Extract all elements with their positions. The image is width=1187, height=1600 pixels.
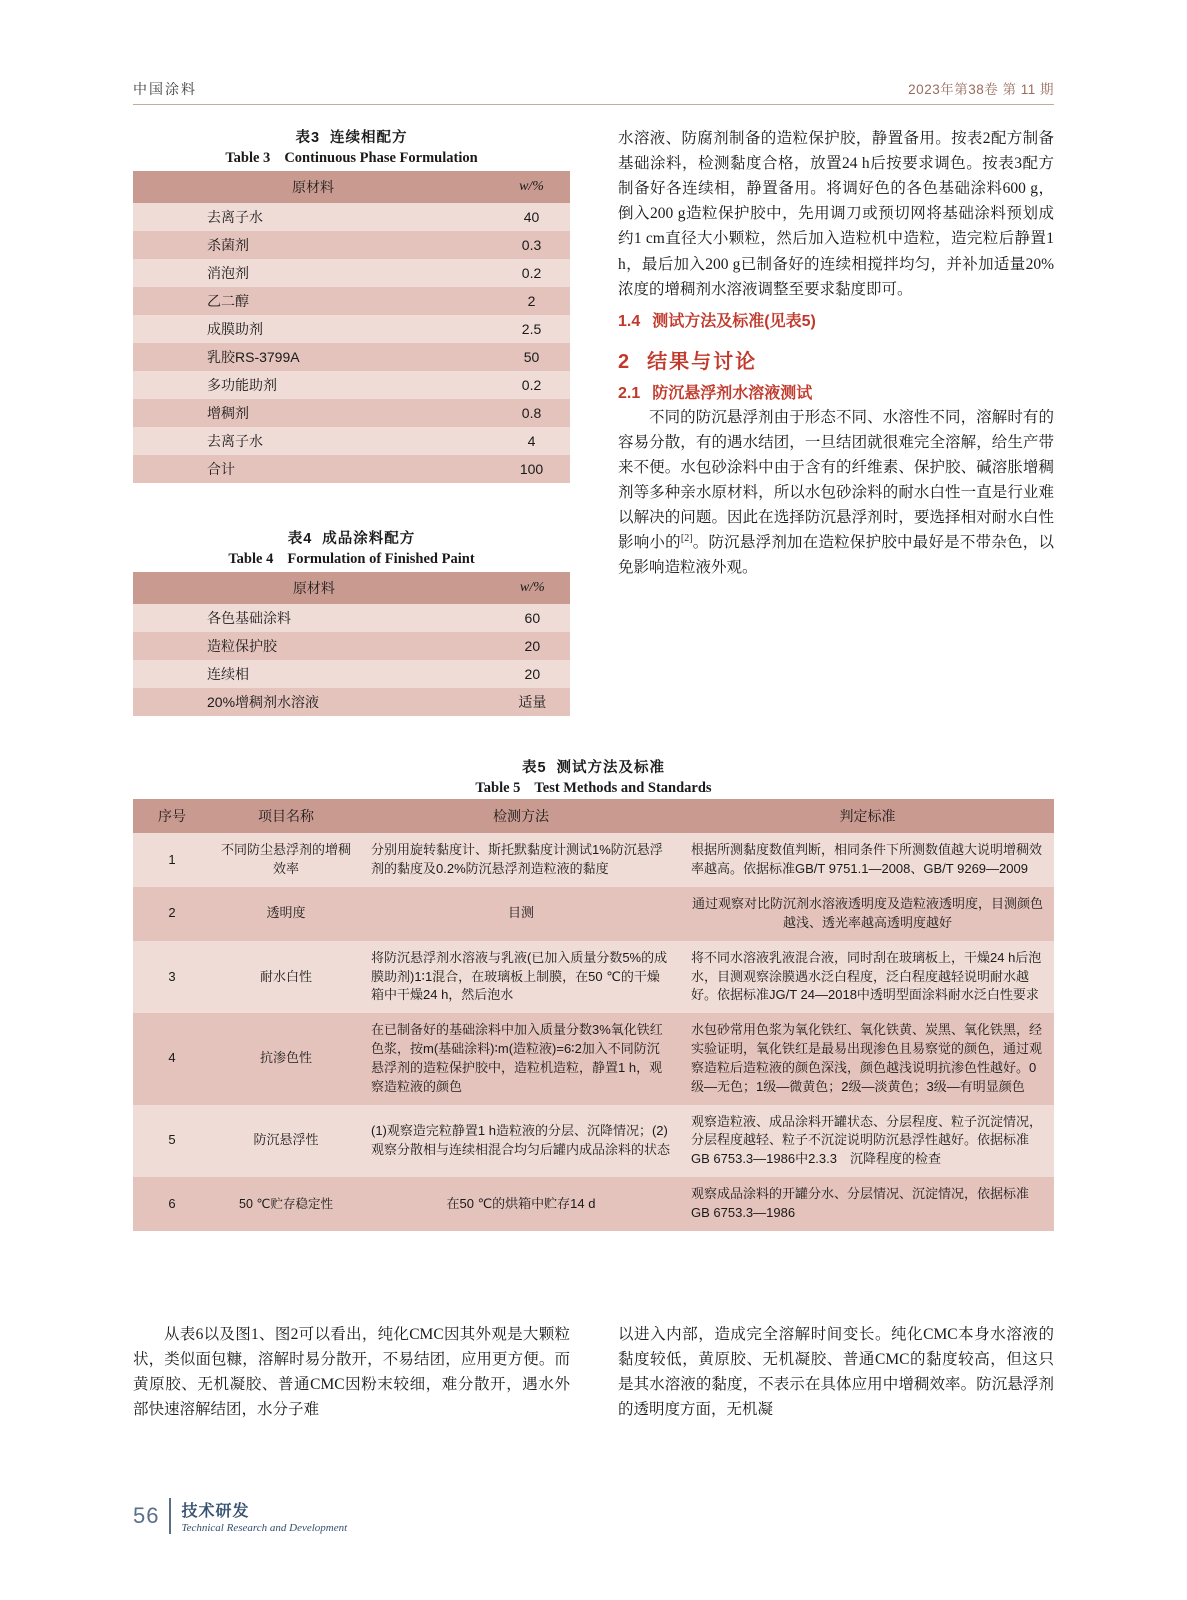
table3-caption — [133, 126, 570, 167]
table-row — [133, 1105, 1054, 1178]
table4-caption-cn-num: 表4 — [287, 531, 313, 547]
cell-material: 去离子水 — [133, 203, 493, 231]
left-column — [133, 126, 570, 716]
issue-info: 2023年第38卷 第 11 期 — [908, 82, 1054, 97]
table-row — [133, 604, 570, 632]
cell-material: 乙二醇 — [133, 287, 493, 315]
section-heading-2-1 — [618, 380, 1054, 403]
page-header — [133, 78, 1054, 99]
table5-caption-en-text: Test Methods and Standards — [534, 780, 712, 796]
table-row — [133, 632, 570, 660]
bottom-left-column — [133, 1322, 570, 1422]
cell-method: 分别用旋转黏度计、斯托默黏度计测试1%防沉悬浮剂的黏度及0.2%防沉悬浮剂造粒液的黏度 — [361, 833, 681, 887]
cell-material: 杀菌剂 — [133, 231, 493, 259]
cell-material: 造粒保护胶 — [133, 632, 495, 660]
journal-name: 中国涂料 — [133, 81, 197, 97]
table-row — [133, 315, 570, 343]
section-title-2-1: 防沉悬浮剂水溶液测试 — [652, 384, 813, 402]
bottom-right-column — [618, 1322, 1054, 1422]
section-number-1-4: 1.4 — [618, 312, 641, 330]
table-row — [133, 455, 570, 483]
cell-material: 合计 — [133, 455, 493, 483]
cell-value: 40 — [493, 203, 570, 231]
table-row — [133, 833, 1054, 887]
table-row — [133, 259, 570, 287]
cell-material: 乳胶RS-3799A — [133, 343, 493, 371]
table-row — [133, 1177, 1054, 1231]
table-row — [133, 427, 570, 455]
cell-method: (1)观察造完粒静置1 h造粒液的分层、沉降情况；(2)观察分散相与连续相混合均匀后罐内成品涂料的状态 — [361, 1105, 681, 1178]
cell-value: 0.2 — [493, 371, 570, 399]
cell-method: 在已制备好的基础涂料中加入质量分数3%氧化铁红色浆，按m(基础涂料)∶m(造粒液)=6∶2加入不同防沉悬浮剂的造粒保护胶中，造粒机造粒，静置1 h，观察造粒液的颜色 — [361, 1013, 681, 1104]
cell-material: 多功能助剂 — [133, 371, 493, 399]
table5-header-method: 检测方法 — [361, 799, 681, 833]
paragraph-2-1-body — [618, 405, 1054, 581]
table3-caption-cn-num: 表3 — [295, 130, 321, 146]
table-row — [133, 660, 570, 688]
table3-caption-en-text: Continuous Phase Formulation — [284, 150, 478, 166]
table3-caption-cn-text: 连续相配方 — [330, 130, 408, 146]
section-number-2: 2 — [618, 350, 632, 373]
footer-divider — [169, 1498, 171, 1534]
cell-no: 1 — [133, 833, 211, 887]
table5-caption-en-label: Table 5 — [475, 780, 521, 796]
table4-caption-en-text: Formulation of Finished Paint — [287, 551, 475, 567]
cell-value: 100 — [493, 455, 570, 483]
cell-material: 增稠剂 — [133, 399, 493, 427]
cell-no: 3 — [133, 941, 211, 1014]
table5 — [133, 799, 1054, 1231]
right-column — [618, 126, 1054, 581]
table4 — [133, 572, 570, 716]
cell-value: 20 — [495, 632, 570, 660]
paragraph-method-continued: 水溶液、防腐剂制备的造粒保护胶，静置备用。按表2配方制备基础涂料，检测黏度合格，放置24 h后按要求调色。按表3配方制备好各连续相，静置备用。将调好色的各色基础涂料600 g，倒入200 g造粒保护胶中，先用调刀或预切网将基础涂料预划成约1 cm直径大小颗粒，然后加入造粒机中造粒，造完粒后静置1 h，最后加入200 g已制备好的连续相搅拌均匀，并补加适量20%浓度的增稠剂水溶液调整至要求黏度即可。 — [618, 130, 1054, 298]
section-heading-1-4 — [618, 308, 1054, 331]
table-row — [133, 1013, 1054, 1104]
table5-caption — [133, 756, 1054, 797]
cell-no: 2 — [133, 887, 211, 941]
table-row — [133, 887, 1054, 941]
cell-value: 0.3 — [493, 231, 570, 259]
cell-standard: 通过观察对比防沉剂水溶液透明度及造粒液透明度，目测颜色越浅、透光率越高透明度越好 — [681, 887, 1054, 941]
cell-material: 20%增稠剂水溶液 — [133, 688, 495, 716]
table-row — [133, 231, 570, 259]
table3-header-material: 原材料 — [133, 171, 493, 203]
section-heading-2 — [618, 345, 1054, 374]
cell-value: 适量 — [495, 688, 570, 716]
section-number-2-1: 2.1 — [618, 384, 641, 402]
table5-block — [133, 756, 1054, 1231]
table3-header-row — [133, 171, 570, 203]
table-row — [133, 688, 570, 716]
table5-header-standard: 判定标准 — [681, 799, 1054, 833]
cell-material: 消泡剂 — [133, 259, 493, 287]
cell-no: 4 — [133, 1013, 211, 1104]
cell-item: 耐水白性 — [211, 941, 361, 1014]
table5-caption-cn-num: 表5 — [521, 760, 547, 776]
cell-item: 不同防尘悬浮剂的增稠效率 — [211, 833, 361, 887]
cell-method: 目测 — [361, 887, 681, 941]
cell-method: 在50 ℃的烘箱中贮存14 d — [361, 1177, 681, 1231]
cell-value: 0.8 — [493, 399, 570, 427]
citation-marker: [2] — [680, 533, 693, 545]
cell-material: 各色基础涂料 — [133, 604, 495, 632]
table4-header-material: 原材料 — [133, 572, 495, 604]
cell-item: 抗渗色性 — [211, 1013, 361, 1104]
cell-standard: 水包砂常用色浆为氧化铁红、氧化铁黄、炭黑、氧化铁黑，经实验证明，氧化铁红是最易出现渗色且易察觉的颜色，通过观察造粒后造粒液的颜色深浅，颜色越浅说明抗渗色性越好。0级—无色；1级—微黄色；2级—淡黄色；3级—有明显颜色 — [681, 1013, 1054, 1104]
table-row — [133, 203, 570, 231]
cell-item: 透明度 — [211, 887, 361, 941]
cell-item: 50 ℃贮存稳定性 — [211, 1177, 361, 1231]
table3-header-weight: w/% — [493, 171, 570, 203]
cell-value: 0.2 — [493, 259, 570, 287]
cell-standard: 观察成品涂料的开罐分水、分层情况、沉淀情况，依据标准GB 6753.3—1986 — [681, 1177, 1054, 1231]
cell-material: 去离子水 — [133, 427, 493, 455]
cell-no: 5 — [133, 1105, 211, 1178]
cell-standard: 将不同水溶液乳液混合液，同时刮在玻璃板上，干燥24 h后泡水，目测观察涂膜遇水泛白程度，泛白程度越轻说明耐水越好。依据标准JG/T 24—2018中透明型面涂料耐水泛白性要求 — [681, 941, 1054, 1014]
page-footer — [133, 1498, 347, 1534]
table5-header-item: 项目名称 — [211, 799, 361, 833]
table-row — [133, 371, 570, 399]
footer-section-en: Technical Research and Development — [181, 1522, 348, 1534]
cell-material: 成膜助剂 — [133, 315, 493, 343]
table5-caption-cn-text: 测试方法及标准 — [556, 760, 666, 776]
cell-item: 防沉悬浮性 — [211, 1105, 361, 1178]
paragraph-bottom-right: 以进入内部，造成完全溶解时间变长。纯化CMC本身水溶液的黏度较低，黄原胶、无机凝胶、普通CMC的黏度较高，但这只是其水溶液的黏度，不表示在具体应用中增稠效率。防沉悬浮剂的透明度方面，无机凝 — [618, 1326, 1054, 1419]
table4-header-weight: w/% — [495, 572, 570, 604]
table5-header-no: 序号 — [133, 799, 211, 833]
cell-no: 6 — [133, 1177, 211, 1231]
cell-material: 连续相 — [133, 660, 495, 688]
spacer — [133, 483, 570, 527]
paragraph-bottom-left: 从表6以及图1、图2可以看出，纯化CMC因其外观是大颗粒状，类似面包糠，溶解时易分散开，不易结团，应用更方便。而黄原胶、无机凝胶、普通CMC因粉末较细，难分散开，遇水外部快速溶解结团，水分子难 — [133, 1326, 570, 1419]
cell-method: 将防沉悬浮剂水溶液与乳液(已加入质量分数5%的成膜助剂)1∶1混合，在玻璃板上制膜，在50 ℃的干燥箱中干燥24 h，然后泡水 — [361, 941, 681, 1014]
header-divider — [133, 104, 1054, 105]
section-title-2: 结果与讨论 — [647, 350, 758, 373]
table3 — [133, 171, 570, 483]
table4-caption — [133, 527, 570, 568]
table5-header-row — [133, 799, 1054, 833]
cell-value: 60 — [495, 604, 570, 632]
table-row — [133, 287, 570, 315]
paragraph-2-1-part-a: 不同的防沉悬浮剂由于形态不同、水溶性不同，溶解时有的容易分散，有的遇水结团，一旦结团就很难完全溶解，给生产带来不便。水包砂涂料中由于含有的纤维素、保护胶、碱溶胀增稠剂等多种亲水原材料，所以水包砂涂料的耐水白性一直是行业难以解决的问题。因此在选择防沉悬浮剂时，要选择相对耐水白性影响小的 — [618, 408, 1054, 552]
table-row — [133, 343, 570, 371]
table-row — [133, 941, 1054, 1014]
cell-value: 2 — [493, 287, 570, 315]
cell-value: 20 — [495, 660, 570, 688]
cell-standard: 根据所测黏度数值判断，相同条件下所测数值越大说明增稠效率越高。依据标准GB/T 9751.1—2008、GB/T 9269—2009 — [681, 833, 1054, 887]
paragraph-2-1-part-b: 。防沉悬浮剂加在造粒保护胶中最好是不带杂色，以免影响造粒液外观。 — [618, 534, 1054, 577]
footer-section — [181, 1498, 347, 1534]
section-title-1-4: 测试方法及标准(见表5) — [652, 312, 816, 330]
table3-caption-en-label: Table 3 — [225, 150, 271, 166]
cell-value: 50 — [493, 343, 570, 371]
cell-value: 2.5 — [493, 315, 570, 343]
table4-caption-en-label: Table 4 — [228, 551, 274, 567]
cell-value: 4 — [493, 427, 570, 455]
footer-section-cn: 技术研发 — [181, 1503, 250, 1520]
table4-header-row — [133, 572, 570, 604]
table-row — [133, 399, 570, 427]
cell-standard: 观察造粒液、成品涂料开罐状态、分层程度、粒子沉淀情况，分层程度越轻、粒子不沉淀说明防沉悬浮性越好。依据标准GB 6753.3—1986中2.3.3 沉降程度的检查 — [681, 1105, 1054, 1178]
table4-caption-cn-text: 成品涂料配方 — [322, 531, 416, 547]
page-number: 56 — [133, 1503, 160, 1528]
